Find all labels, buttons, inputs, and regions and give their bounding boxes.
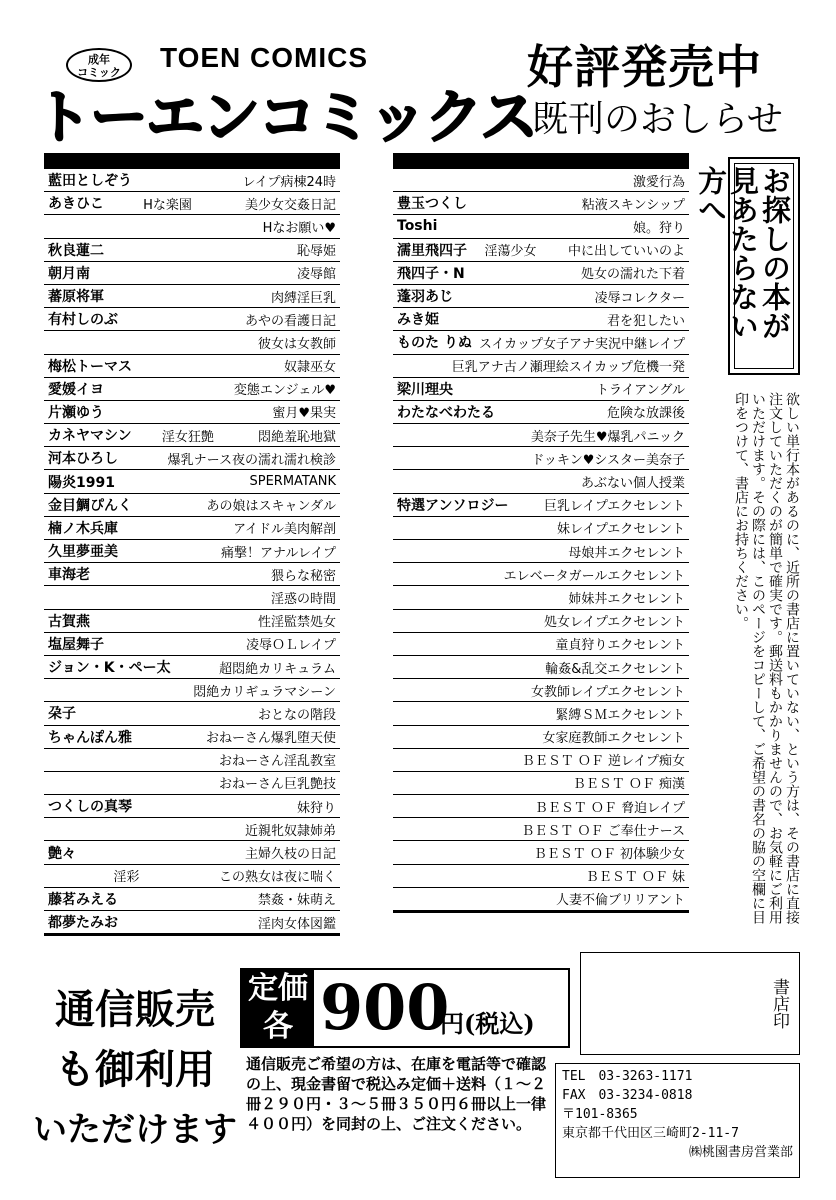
author-name: 河本ひろし	[48, 451, 118, 468]
book-row	[44, 447, 340, 470]
book-title: あやの看護日記	[244, 313, 336, 329]
book-title: 凌辱ＯＬレイプ	[246, 638, 336, 654]
badge-line1: 成年	[88, 53, 110, 66]
series-title-en: TOEN COMICS	[160, 42, 369, 73]
book-title: 凌辱コレクター	[594, 290, 685, 306]
author-name: 片瀬ゆう	[48, 404, 104, 421]
author-name: 梁川理央	[397, 381, 453, 398]
book-title: 妹狩り	[296, 800, 336, 816]
mail-order-heading	[30, 980, 240, 1160]
book-title: あぶない個人授業	[580, 476, 685, 492]
author-name: 朶子	[48, 706, 76, 723]
book-row	[44, 331, 340, 354]
book-row	[393, 169, 689, 192]
notice-box	[694, 157, 800, 375]
book-title: ＢＥＳＴ ＯＦ ご奉仕ナース	[521, 823, 685, 839]
book-title: 性淫監禁処女	[257, 615, 336, 631]
author-name: 古賀燕	[48, 613, 90, 630]
book-row	[44, 633, 340, 656]
author-name: 濡里飛四子	[397, 242, 467, 259]
book-row	[44, 285, 340, 308]
book-title: ＢＥＳＴ ＯＦ 初体験少女	[533, 847, 685, 863]
book-row	[44, 517, 340, 540]
mail-order-line3: いただけます	[33, 1110, 237, 1150]
book-title: ＢＥＳＴ ＯＦ 脅迫レイプ	[534, 800, 685, 816]
book-row	[393, 517, 689, 540]
book-row	[44, 610, 340, 633]
book-row	[393, 633, 689, 656]
book-row	[44, 262, 340, 285]
book-title: あの娘はスキャンダル	[206, 499, 336, 515]
book-title: ＢＥＳＴ ＯＦ 痴漢	[572, 777, 685, 793]
book-title: 輪姦&乱交エクセレント	[545, 661, 685, 677]
book-title: 危険な放課後	[606, 406, 685, 422]
book-row	[44, 215, 340, 238]
contact-fax: FAX 03-3234-0818	[562, 1088, 693, 1103]
contact-tel: TEL 03-3263-1171	[562, 1069, 693, 1084]
book-row	[44, 494, 340, 517]
author-name: 塩屋舞子	[48, 636, 104, 653]
book-row	[393, 610, 689, 633]
book-title: 妹レイプエクセレント	[557, 522, 685, 538]
author-name: あきひこ	[48, 196, 104, 213]
author-name: 秋良蓮二	[48, 242, 104, 259]
book-row	[44, 749, 340, 772]
book-title: 美少女交姦日記	[244, 197, 336, 213]
author-name: Toshi	[397, 218, 438, 235]
book-row	[44, 563, 340, 586]
book-title: 中に出していいのよ	[567, 244, 685, 260]
badge-line2: コミック	[77, 66, 121, 79]
book-row	[44, 355, 340, 378]
book-row	[393, 563, 689, 586]
book-title: 爆乳ナース夜の濡れ濡れ検診	[167, 452, 336, 468]
book-row	[44, 169, 340, 192]
book-title: SPERMATANK	[249, 474, 336, 490]
book-title: ＢＥＳＴ ＯＦ 逆レイプ痴女	[521, 754, 685, 770]
book-title: 巨乳アナ古ノ瀬理絵スイカップ危機一発	[451, 360, 685, 376]
author-name: 金目鯛ぴんく	[48, 497, 132, 514]
book-row	[44, 540, 340, 563]
price-value: 900	[320, 971, 450, 1044]
book-title: 処女の濡れた下着	[580, 267, 685, 283]
seinen-comic-badge	[66, 48, 132, 82]
author-name: ジョン・K・ペー太	[48, 660, 171, 677]
contact-address: 東京都千代田区三崎町2-11-7	[562, 1126, 739, 1141]
book-row	[393, 424, 689, 447]
book-row	[393, 401, 689, 424]
book-title: 変態エンジェル♥	[233, 383, 336, 399]
book-row	[393, 331, 689, 354]
book-title: 蜜月♥果実	[272, 406, 336, 422]
author-name: 飛四子・N	[397, 265, 465, 282]
book-title: 悶絶カリギュラマシーン	[193, 684, 336, 700]
book-title: 女教師レイプエクセレント	[531, 684, 685, 700]
price-suffix: 円(税込)	[440, 1009, 535, 1038]
book-title: 奴隷巫女	[283, 360, 336, 376]
book-title: 近親牝奴隷姉弟	[244, 823, 336, 839]
book-subtitle: 淫蕩少女	[484, 244, 537, 260]
book-row	[393, 192, 689, 215]
book-title: 人妻不倫ブリリアント	[556, 893, 685, 909]
author-name: 有村しのぶ	[48, 312, 118, 329]
author-name: 愛媛イヨ	[48, 381, 104, 398]
author-name: 陽炎1991	[48, 474, 115, 491]
book-title: 君を犯したい	[606, 313, 685, 329]
book-row	[44, 239, 340, 262]
book-row	[44, 795, 340, 818]
book-row	[393, 215, 689, 238]
book-title: 母娘丼エクセレント	[568, 545, 685, 561]
book-title: 主婦久枝の日記	[244, 847, 336, 863]
right-book-list	[393, 153, 689, 913]
book-row	[393, 772, 689, 795]
book-row	[44, 888, 340, 911]
book-title: ドッキン♥シスター美奈子	[531, 452, 685, 468]
book-row	[393, 239, 689, 262]
book-title: おとなの階段	[257, 707, 336, 723]
author-name: みき姫	[397, 312, 439, 329]
book-row	[44, 911, 340, 934]
author-name: 蓬羽あじ	[397, 289, 453, 306]
book-title: おねーさん爆乳堕天使	[205, 731, 336, 747]
book-row	[393, 841, 689, 864]
author-name: 久里夢亜美	[48, 544, 118, 561]
author-name: 藤茗みえる	[48, 891, 118, 908]
backlist-notice-heading: 既刊のおしらせ	[532, 99, 783, 140]
author-name: 車海老	[48, 567, 90, 584]
book-row	[393, 679, 689, 702]
book-title: 姉妹丼エクセレント	[568, 591, 685, 607]
book-row	[44, 308, 340, 331]
shop-stamp-label: 書店印	[769, 977, 789, 1029]
book-row	[44, 702, 340, 725]
book-row	[393, 795, 689, 818]
book-title: 女家庭教師エクセレント	[542, 731, 685, 747]
author-name: 蕃原将軍	[48, 289, 104, 306]
book-title: おねーさん淫乱教室	[218, 754, 336, 770]
book-title: 処女レイプエクセレント	[544, 615, 685, 631]
book-title: Hなお願い♥	[262, 220, 336, 236]
book-title: ＢＥＳＴ ＯＦ 妹	[585, 870, 685, 886]
author-name: ものた りぬ	[397, 335, 472, 352]
author-name: カネヤマシン	[48, 428, 132, 445]
book-title: 童貞狩りエクセレント	[555, 638, 685, 654]
book-title: この熟女は夜に喘く	[218, 870, 336, 886]
book-title: 痛撃！アナルレイプ	[221, 545, 336, 561]
book-row	[44, 424, 340, 447]
book-row	[44, 656, 340, 679]
book-row	[44, 378, 340, 401]
book-title: おねーさん巨乳艶技	[218, 777, 336, 793]
book-title: 緊縛ＳＭエクセレント	[555, 707, 685, 723]
author-name: わたなべわたる	[397, 404, 495, 421]
author-name: 朝月南	[48, 265, 90, 282]
book-row	[393, 355, 689, 378]
book-row	[44, 470, 340, 493]
book-row	[393, 470, 689, 493]
book-title: スイカップ女子アナ実況中継レイプ	[478, 336, 685, 352]
book-row	[44, 772, 340, 795]
series-title-jp: トーエンコミックス	[34, 83, 537, 151]
author-name: 楠ノ木兵庫	[48, 520, 118, 537]
book-title: 猥らな秘密	[270, 568, 336, 584]
book-title: 凌辱館	[296, 267, 336, 283]
left-book-list	[44, 153, 340, 936]
book-row	[393, 818, 689, 841]
author-name: 藍田としぞう	[48, 173, 132, 190]
book-row	[393, 447, 689, 470]
author-name: 梅松トーマス	[48, 358, 132, 375]
book-row	[44, 865, 340, 888]
contact-box	[555, 1063, 800, 1178]
author-name: 都夢たみお	[48, 915, 118, 932]
book-row	[393, 285, 689, 308]
author-name: ちゃんぽん雅	[48, 729, 132, 746]
book-row	[393, 749, 689, 772]
book-title: 超悶絶カリキュラム	[219, 661, 336, 677]
book-row	[393, 702, 689, 725]
book-title: 淫惑の時間	[270, 591, 336, 607]
book-subtitle: Hな楽園	[143, 197, 192, 213]
book-title: 巨乳レイプエクセレント	[544, 499, 685, 515]
book-row	[393, 308, 689, 331]
mail-order-line2: も御利用	[55, 1047, 215, 1093]
book-title: 美奈子先生♥爆乳パニック	[530, 429, 685, 445]
book-subtitle: 淫女狂艶	[161, 429, 214, 445]
notice-heading: お探しの本が見あたらない方へ	[734, 163, 794, 369]
book-row	[393, 656, 689, 679]
book-title: 恥辱姫	[296, 244, 336, 260]
price-label: 定価各	[242, 970, 314, 1046]
book-title: トライアングル	[595, 383, 685, 399]
book-title: エレベータガールエクセレント	[503, 568, 685, 584]
book-title: 禁姦・妹萌え	[257, 893, 336, 909]
book-row	[393, 726, 689, 749]
author-name: 特選アンソロジー	[397, 497, 509, 514]
author-name: 艶々	[48, 845, 76, 862]
book-row	[393, 888, 689, 911]
book-title: 粘液スキンシップ	[581, 197, 685, 213]
book-subtitle: 淫彩	[113, 870, 140, 886]
now-on-sale-heading: 好評発売中	[527, 40, 762, 94]
book-title: アイドル美肉解剖	[233, 522, 336, 538]
book-row	[44, 841, 340, 864]
book-title: 淫肉女体図鑑	[257, 916, 336, 932]
book-title: レイプ病棟24時	[242, 174, 336, 190]
book-row	[393, 378, 689, 401]
book-title: 激愛行為	[632, 174, 685, 190]
book-row	[393, 262, 689, 285]
book-title: 彼女は女教師	[257, 336, 336, 352]
book-row	[393, 494, 689, 517]
book-row	[44, 586, 340, 609]
book-title: 娘。狩り	[632, 220, 685, 236]
book-row	[393, 865, 689, 888]
book-title: 肉縛淫巨乳	[270, 290, 336, 306]
contact-postal: 〒101-8365	[562, 1107, 638, 1122]
book-row	[393, 586, 689, 609]
book-row	[44, 818, 340, 841]
mail-order-instructions: 通信販売ご希望の方は、在庫を電話等で確認の上、現金書留で税込み定価＋送料（１～２冊２９０円・３～５冊３５０円６冊以上一律４００円）を同封の上、ご注文ください。	[246, 1055, 547, 1133]
author-name: 豊玉つくし	[397, 196, 467, 213]
book-row	[44, 192, 340, 215]
contact-company: ㈱桃園書房営業部	[688, 1145, 793, 1160]
book-row	[393, 540, 689, 563]
notice-body: 欲しい単行本があるのに、近所の書店に置いていない、という方は、その書店に直接注文していただくのが簡単で確実です。郵送料もかかりませんので、お気軽にご利用いただけます。その際には、このページをコピーして、ご希望の書名の脇の空欄に目印をつけて、書店にお持ちください。	[733, 392, 800, 924]
mail-order-line1: 通信販売	[55, 987, 215, 1033]
book-row	[44, 726, 340, 749]
book-title: 悶絶羞恥地獄	[257, 429, 336, 445]
book-row	[44, 679, 340, 702]
book-row	[44, 401, 340, 424]
author-name: つくしの真琴	[48, 799, 132, 816]
